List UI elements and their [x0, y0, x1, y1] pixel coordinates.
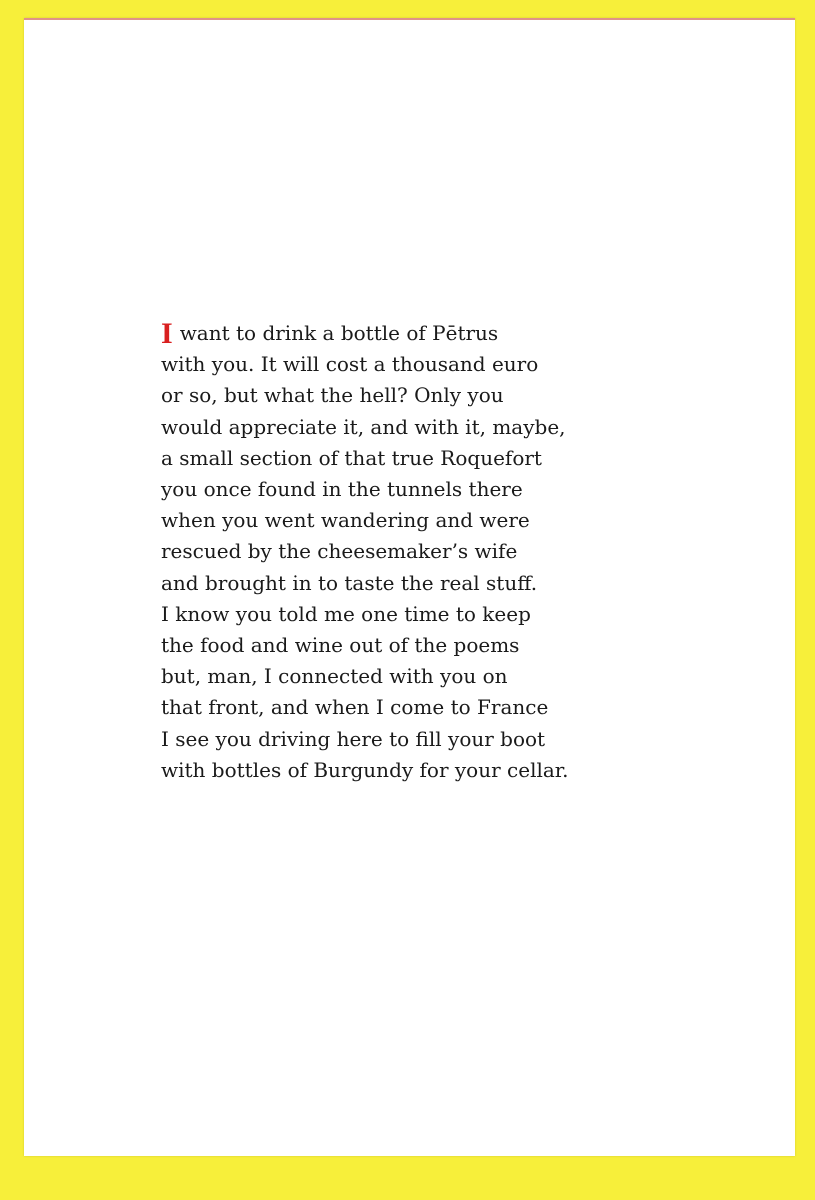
poem-line-5: a small section of that true Roquefort — [161, 445, 542, 470]
page-sheet — [24, 18, 795, 1156]
poem-line-13: that front, and when I come to France — [161, 695, 549, 720]
poem-text-block — [161, 318, 631, 786]
poem-line-8: rescued by the cheesemaker’s wife — [161, 539, 518, 564]
poem-line-4: would appreciate it, and with it, maybe, — [161, 414, 566, 439]
page-top-edge — [24, 18, 795, 20]
poem-line-15: with bottles of Burgundy for your cellar. — [161, 757, 569, 782]
drop-initial: I — [161, 317, 173, 350]
poem-line-3: or so, but what the hell? Only you — [161, 383, 504, 408]
poem-line-11: the food and wine out of the poems — [161, 633, 520, 658]
poem-line-9: and brought in to taste the real stuff. — [161, 570, 538, 595]
poem-line-1 — [161, 318, 631, 349]
poem-line-1-text: want to drink a bottle of Pētrus — [179, 321, 499, 345]
poem-line-6: you once found in the tunnels there — [161, 477, 523, 502]
poem-line-2: with you. It will cost a thousand euro — [161, 352, 539, 377]
poem-line-12: but, man, I connected with you on — [161, 664, 508, 689]
poem-line-10: I know you told me one time to keep — [161, 601, 531, 626]
poem-line-14: I see you driving here to fill your boot — [161, 726, 546, 751]
poem-line-7: when you went wandering and were — [161, 508, 530, 533]
